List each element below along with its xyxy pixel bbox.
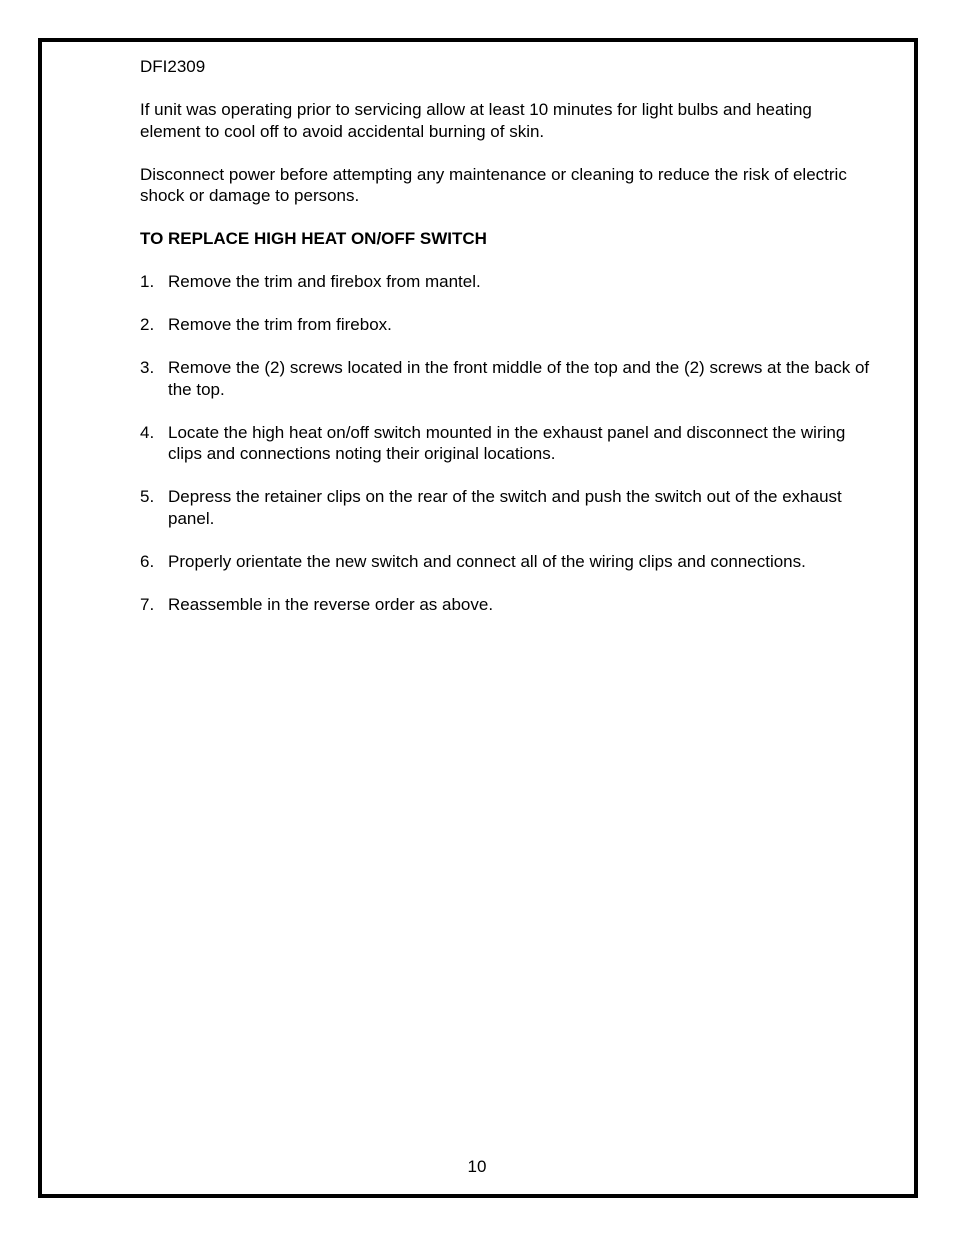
step-number: 3.: [140, 358, 155, 377]
step-number: 4.: [140, 422, 155, 442]
step-text: Locate the high heat on/off switch mounted in the exhaust panel and disconnect the wiring clips and connections noting their original locations.: [168, 422, 846, 463]
warning-cool-off: If unit was operating prior to servicing allow at least 10 minutes for light bulbs and heating element to cool off to avoid accidental burning of skin.: [140, 100, 812, 141]
step-text: Properly orientate the new switch and connect all of the wiring clips and connections.: [168, 551, 806, 571]
list-item-step-6: [140, 551, 870, 573]
list-item-step-1: [140, 271, 870, 293]
model-code: DFI2309: [140, 57, 206, 76]
page-content: [140, 56, 870, 637]
step-text: Reassemble in the reverse order as above.: [168, 594, 494, 614]
step-text: Depress the retainer clips on the rear of the switch and push the switch out of the exhaust panel.: [168, 487, 842, 528]
step-number: 7.: [140, 594, 155, 614]
step-text: Remove the trim and firebox from mantel.: [168, 272, 481, 291]
steps-list: [140, 271, 870, 615]
warning-disconnect-power: Disconnect power before attempting any maintenance or cleaning to reduce the risk of electric shock or damage to persons.: [140, 164, 847, 205]
list-item-step-7: [140, 594, 870, 616]
list-item-step-3: [140, 357, 870, 400]
step-text: Remove the (2) screws located in the front middle of the top and the (2) screws at the back of the top.: [168, 358, 870, 399]
list-item-step-2: [140, 314, 870, 336]
step-number: 1.: [140, 272, 155, 291]
page-number: 10: [467, 1157, 487, 1176]
step-number: 5.: [140, 487, 155, 506]
section-heading: TO REPLACE HIGH HEAT ON/OFF SWITCH: [140, 229, 487, 248]
list-item-step-5: [140, 486, 870, 529]
step-number: 6.: [140, 551, 155, 571]
step-text: Remove the trim from firebox.: [168, 315, 392, 334]
list-item-step-4: [140, 422, 870, 465]
step-number: 2.: [140, 315, 155, 334]
